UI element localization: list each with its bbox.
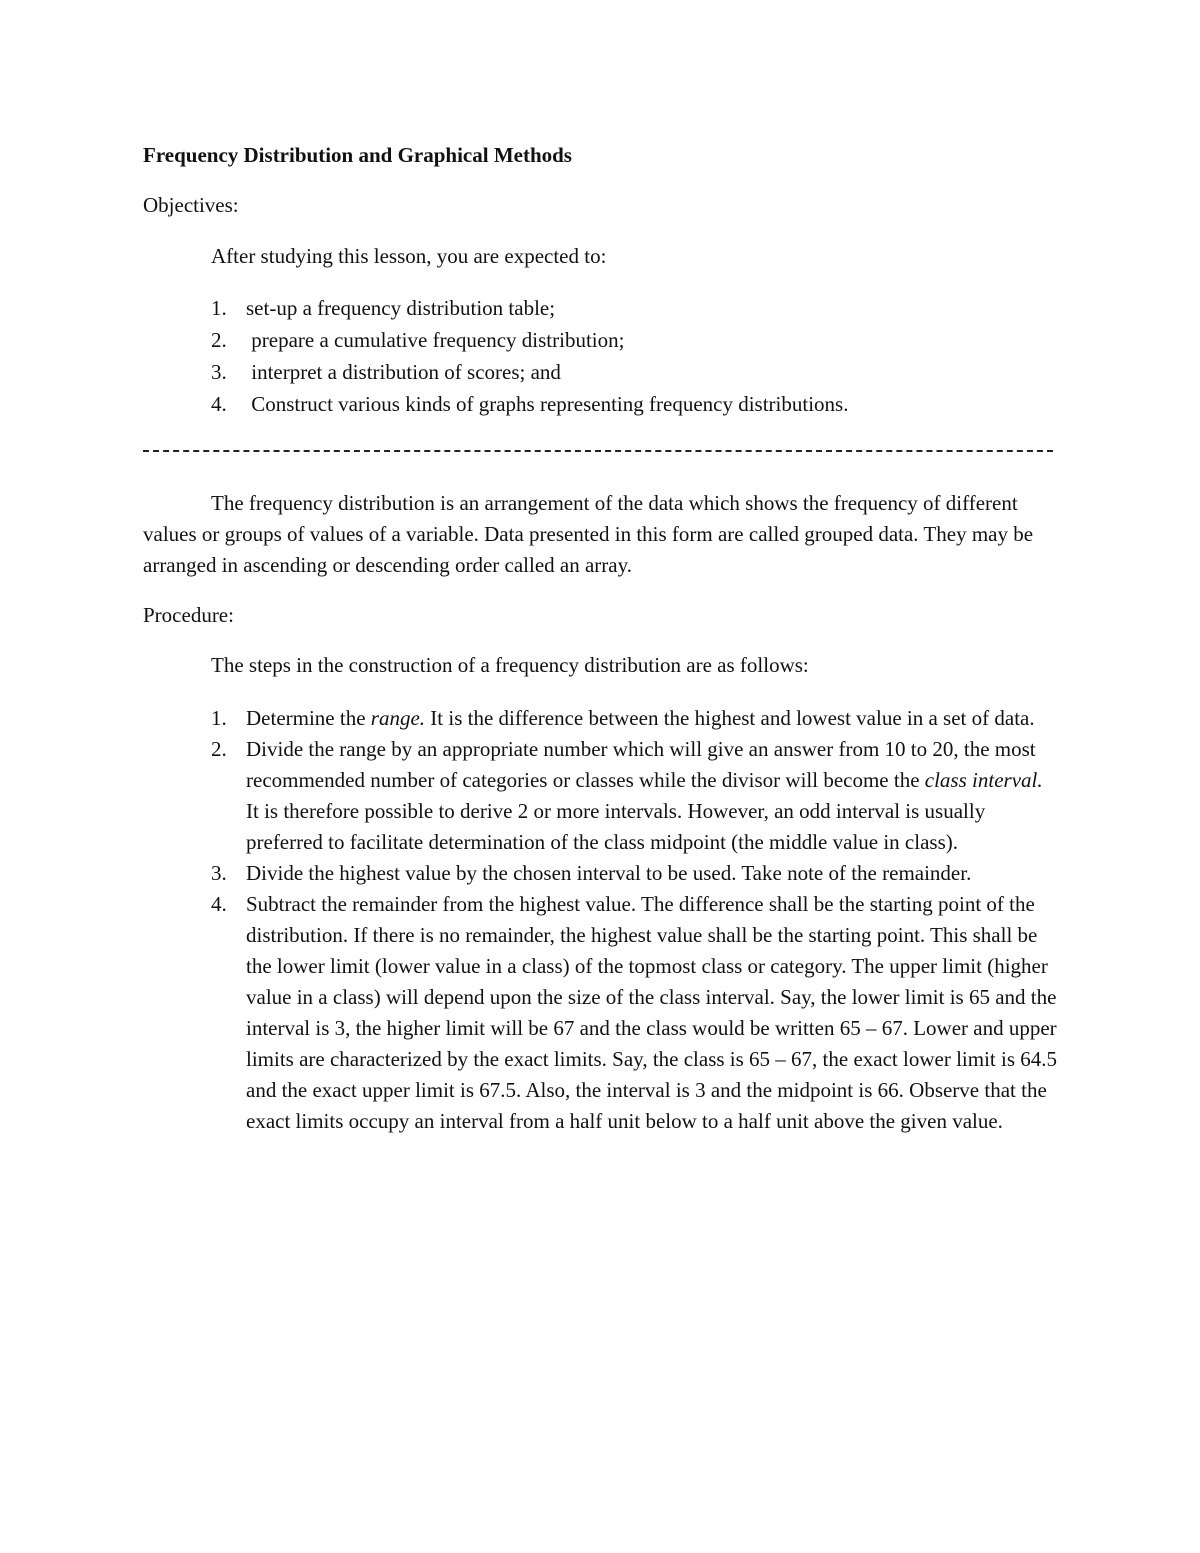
document-title: Frequency Distribution and Graphical Methods bbox=[143, 143, 572, 167]
procedure-intro: The steps in the construction of a frequency distribution are as follows: bbox=[211, 653, 809, 677]
objectives-list bbox=[211, 292, 1066, 420]
procedure-steps-list bbox=[211, 703, 1058, 1137]
step-text-after: It is the difference between the highest and lowest value in a set of data. bbox=[425, 706, 1035, 730]
list-item bbox=[211, 858, 1058, 889]
list-item-number: 4. bbox=[211, 892, 227, 916]
list-item-text: set-up a frequency distribution table; bbox=[246, 296, 556, 320]
list-item-number: 2. bbox=[211, 737, 227, 761]
list-item-number: 3. bbox=[211, 861, 227, 885]
list-item-number: 1. bbox=[211, 706, 227, 730]
intro-paragraph: The frequency distribution is an arrangement of the data which shows the frequency of different values or groups of values of a variable. Data presented in this form are called grouped data. They may be arranged in ascending or descending order called an array. bbox=[143, 491, 1034, 577]
list-item bbox=[211, 703, 1058, 734]
list-item bbox=[211, 356, 1066, 388]
list-item-text: prepare a cumulative frequency distribution; bbox=[246, 328, 625, 352]
step-emphasis: class interval. bbox=[924, 768, 1043, 792]
step-text-before: Divide the range by an appropriate number which will give an answer from 10 to 20, the most recommended number of categories or classes while the divisor will become the bbox=[246, 737, 1036, 792]
step-emphasis: range. bbox=[370, 706, 426, 730]
list-item bbox=[211, 324, 1066, 356]
list-item bbox=[211, 734, 1058, 858]
step-text-before: Determine the bbox=[246, 706, 371, 730]
list-item-number: 4. bbox=[211, 392, 227, 416]
step-text-before: Divide the highest value by the chosen interval to be used. Take note of the remainder. bbox=[246, 861, 972, 885]
procedure-label: Procedure: bbox=[143, 603, 234, 627]
list-item bbox=[211, 889, 1058, 1137]
step-text-after: It is therefore possible to derive 2 or more intervals. However, an odd interval is usually preferred to facilitate determination of the class midpoint (the middle value in class). bbox=[246, 799, 986, 854]
list-item-number: 1. bbox=[211, 296, 227, 320]
step-text-before: Subtract the remainder from the highest value. The difference shall be the starting point of the distribution. If there is no remainder, the highest value shall be the starting point. This shall be the lower limit (lower value in a class) of the topmost class or category. The upper limit (higher value in a class) will depend upon the size of the class interval. Say, the lower limit is 65 and the interval is 3, the higher limit will be 67 and the class would be written 65 – 67. Lower and upper limits are characterized by the exact limits. Say, the class is 65 – 67, the exact lower limit is 64.5 and the exact upper limit is 67.5. Also, the interval is 3 and the midpoint is 66. Observe that the exact limits occupy an interval from a half unit below to a half unit above the given value. bbox=[246, 892, 1057, 1133]
list-item-text: interpret a distribution of scores; and bbox=[246, 360, 561, 384]
list-item-number: 2. bbox=[211, 328, 227, 352]
objectives-label: Objectives: bbox=[143, 193, 239, 217]
list-item-number: 3. bbox=[211, 360, 227, 384]
list-item bbox=[211, 292, 1066, 324]
list-item bbox=[211, 388, 1066, 420]
objectives-intro: After studying this lesson, you are expected to: bbox=[211, 244, 607, 268]
list-item-text: Construct various kinds of graphs representing frequency distributions. bbox=[246, 392, 849, 416]
section-divider bbox=[143, 450, 1053, 452]
